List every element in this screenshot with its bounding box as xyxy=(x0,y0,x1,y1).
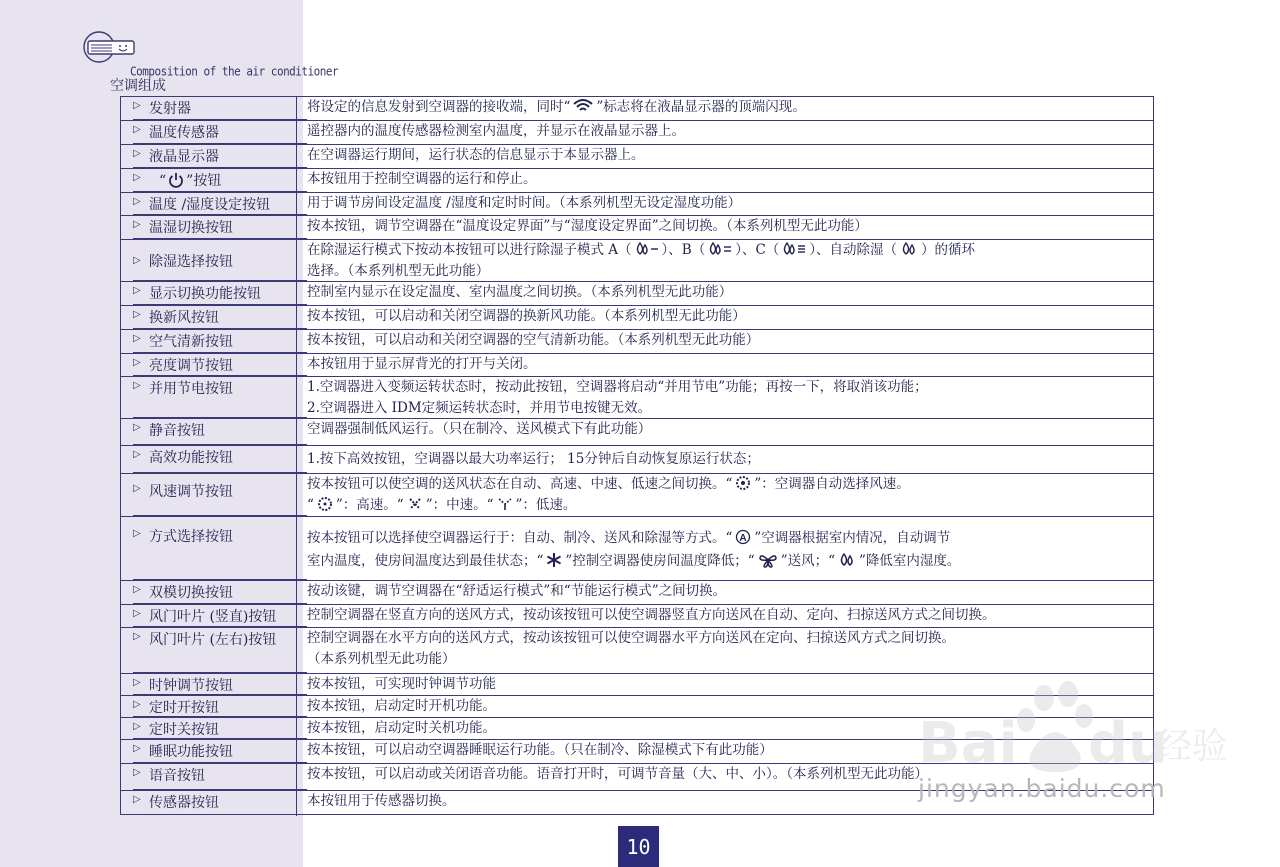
column-divider xyxy=(296,193,297,215)
bullet-icon: ▷ xyxy=(133,357,141,368)
column-divider xyxy=(296,740,297,763)
low-fan-icon xyxy=(496,496,514,512)
column-divider xyxy=(296,517,297,580)
row-label: 发射器 xyxy=(149,101,191,117)
bullet-icon: ▷ xyxy=(133,100,141,111)
column-divider xyxy=(296,696,297,717)
table-row xyxy=(121,377,1153,419)
bullet-icon: ▷ xyxy=(133,608,141,619)
description-line: 按本按钮，可以启动空调器睡眠运行功能。（只在制冷、除湿模式下有此功能） xyxy=(307,742,773,758)
medium-fan-icon xyxy=(406,496,424,512)
table-row xyxy=(121,517,1153,581)
column-divider xyxy=(296,718,297,739)
column-divider xyxy=(296,605,297,627)
row-label: “ ”按钮 xyxy=(159,173,222,189)
description-line: 按本按钮可以使空调的送风状态在自动、高速、中速、低速之间切换。“ ”：空调器自动选择风速。 xyxy=(307,476,910,492)
bullet-icon: ▷ xyxy=(133,309,141,320)
auto-mode-icon xyxy=(734,529,752,545)
cool-mode-icon xyxy=(545,552,563,568)
row-description xyxy=(307,240,1145,281)
auto-fan-icon xyxy=(734,475,752,491)
row-label: 液晶显示器 xyxy=(149,149,219,165)
row-description xyxy=(307,169,1145,192)
table-row xyxy=(121,330,1153,354)
row-label: 显示切换功能按钮 xyxy=(149,286,261,302)
column-divider xyxy=(296,628,297,673)
description-line: 控制空调器在竖直方向的送风方式，按动该按钮可以使空调器竖直方向送风在自动、定向、扫掠送风方式之间切换。 xyxy=(307,607,996,623)
row-label: 双模切换按钮 xyxy=(149,585,233,601)
column-divider xyxy=(296,97,297,120)
row-label: 语音按钮 xyxy=(149,768,205,784)
row-description xyxy=(307,306,1145,329)
column-divider xyxy=(296,330,297,353)
row-label-cell xyxy=(133,605,307,627)
row-label: 定时关按钮 xyxy=(149,722,219,738)
row-description xyxy=(307,145,1145,168)
row-description xyxy=(307,330,1145,353)
dehumidify-c-icon xyxy=(781,241,807,257)
row-description xyxy=(307,121,1145,144)
description-line: 本按钮用于传感器切换。 xyxy=(307,793,456,809)
row-label-cell xyxy=(133,377,307,418)
description-line: 按本按钮，启动定时开机功能。 xyxy=(307,698,496,714)
row-label-cell xyxy=(133,474,307,516)
svg-text:du: du xyxy=(1088,711,1168,776)
row-label-cell xyxy=(133,282,307,305)
bullet-icon: ▷ xyxy=(133,631,141,642)
description-line: 按本按钮，可以启动或关闭语音功能。语音打开时，可调节音量（大、中、小）。（本系列机型无此功能） xyxy=(307,766,928,782)
row-label-cell xyxy=(133,740,307,763)
description-line: 按本按钮，启动定时关机功能。 xyxy=(307,720,496,736)
svg-text:Bai: Bai xyxy=(918,711,1018,776)
row-label: 静音按钮 xyxy=(149,423,205,439)
table-row xyxy=(121,282,1153,306)
description-line: 在空调器运行期间，运行状态的信息显示于本显示器上。 xyxy=(307,147,645,163)
table-row xyxy=(121,97,1153,121)
bullet-icon: ▷ xyxy=(133,699,141,710)
bullet-icon: ▷ xyxy=(133,767,141,778)
bullet-icon: ▷ xyxy=(133,333,141,344)
bullet-icon: ▷ xyxy=(133,380,141,391)
column-divider xyxy=(296,169,297,192)
table-row xyxy=(121,216,1153,240)
table-row xyxy=(121,446,1153,474)
row-label: 传感器按钮 xyxy=(149,795,219,811)
table-row xyxy=(121,169,1153,193)
bullet-icon: ▷ xyxy=(133,219,141,230)
column-divider xyxy=(296,216,297,239)
row-label-cell xyxy=(133,517,307,580)
row-description xyxy=(307,581,1145,604)
table-row xyxy=(121,306,1153,330)
bullet-icon: ▷ xyxy=(133,124,141,135)
bullet-icon: ▷ xyxy=(133,196,141,207)
watermark-url: jingyan.baidu.com xyxy=(918,774,1166,803)
air-conditioner-icon xyxy=(82,30,142,68)
signal-icon xyxy=(572,98,594,114)
row-label: 风速调节按钮 xyxy=(149,484,233,500)
auto-dehumidify-icon xyxy=(899,241,919,257)
column-divider xyxy=(296,306,297,329)
page-number: 10 xyxy=(618,826,659,867)
description-line: 1.按下高效按钮，空调器以最大功率运行； 15分钟后自动恢复原运行状态； xyxy=(307,451,760,467)
row-label: 亮度调节按钮 xyxy=(149,358,233,374)
description-line: 控制室内显示在设定温度、室内温度之间切换。（本系列机型无此功能） xyxy=(307,284,733,300)
column-divider xyxy=(296,377,297,418)
row-description xyxy=(307,605,1145,627)
row-label: 换新风按钮 xyxy=(149,310,219,326)
bullet-icon: ▷ xyxy=(133,254,141,266)
row-label-cell xyxy=(133,581,307,604)
row-label: 高效功能按钮 xyxy=(149,450,233,466)
description-line: 用于调节房间设定温度 /湿度和定时时间。（本系列机型无设定湿度功能） xyxy=(307,195,742,211)
row-label-cell xyxy=(133,306,307,329)
row-label-cell xyxy=(133,330,307,353)
bullet-icon: ▷ xyxy=(133,528,141,539)
bullet-icon: ▷ xyxy=(133,743,141,754)
row-label-cell xyxy=(133,240,307,281)
description-line: 按本按钮，调节空调器在“温度设定界面”与“湿度设定界面”之间切换。（本系列机型无此功能） xyxy=(307,218,868,234)
description-line: 按本按钮，可以启动和关闭空调器的换新风功能。（本系列机型无此功能） xyxy=(307,308,746,324)
row-description xyxy=(307,97,1145,120)
table-row xyxy=(121,354,1153,377)
description-line: 空调器强制低风运行。（只在制冷、送风模式下有此功能） xyxy=(307,421,652,437)
description-line: 本按钮用于控制空调器的运行和停止。 xyxy=(307,171,537,187)
row-label-cell xyxy=(133,674,307,695)
row-label: 空气清新按钮 xyxy=(149,334,233,350)
description-line: 1.空调器进入变频运转状态时，按动此按钮，空调器将启动“并用节电”功能；再按一下，将取消该功能； xyxy=(307,379,928,395)
high-fan-icon xyxy=(316,496,334,512)
power-icon xyxy=(168,172,184,188)
description-line: 将设定的信息发射到空调器的接收端，同时“ ”标志将在液晶显示器的顶端闪现。 xyxy=(307,99,806,115)
row-label: 定时开按钮 xyxy=(149,700,219,716)
description-line: 按本按钮，可实现时钟调节功能 xyxy=(307,676,496,692)
row-label: 睡眠功能按钮 xyxy=(149,744,233,760)
table-row xyxy=(121,240,1153,282)
row-label-cell xyxy=(133,169,307,192)
column-divider xyxy=(296,354,297,376)
table-row xyxy=(121,605,1153,628)
description-line: “ ”：高速。“ ”：中速。“ ”：低速。 xyxy=(307,497,577,513)
row-label-cell xyxy=(133,696,307,717)
description-line: 室内温度，使房间温度达到最佳状态；“ ”控制空调器使房间温度降低；“ ”送风；“ ”降低室内湿度。 xyxy=(307,553,961,569)
bullet-icon: ▷ xyxy=(133,148,141,159)
bullet-icon: ▷ xyxy=(133,483,141,494)
dehumidify-b-icon xyxy=(707,241,733,257)
column-divider xyxy=(296,240,297,281)
row-label: 风门叶片 (竖直)按钮 xyxy=(149,609,277,625)
column-divider xyxy=(296,282,297,305)
row-label: 并用节电按钮 xyxy=(149,381,233,397)
column-divider xyxy=(296,764,297,790)
row-label-cell xyxy=(133,718,307,739)
row-label-cell xyxy=(133,446,307,473)
description-line: 按本按钮，可以启动和关闭空调器的空气清新功能。（本系列机型无此功能） xyxy=(307,332,760,348)
column-divider xyxy=(296,674,297,695)
row-description xyxy=(307,474,1145,516)
column-divider xyxy=(296,121,297,144)
bullet-icon: ▷ xyxy=(133,677,141,688)
row-label: 时钟调节按钮 xyxy=(149,678,233,694)
row-description xyxy=(307,446,1145,473)
bullet-icon: ▷ xyxy=(133,285,141,296)
row-label-cell xyxy=(133,764,307,790)
bullet-icon: ▷ xyxy=(133,449,141,460)
bullet-icon: ▷ xyxy=(133,422,141,433)
dry-mode-icon xyxy=(837,552,857,568)
table-row xyxy=(121,419,1153,446)
row-description xyxy=(307,282,1145,305)
column-divider xyxy=(296,145,297,168)
row-description xyxy=(307,354,1145,376)
row-description xyxy=(307,628,1145,673)
dehumidify-a-icon xyxy=(634,241,660,257)
row-label-cell xyxy=(133,419,307,445)
description-line: 遥控器内的温度传感器检测室内温度，并显示在液晶显示器上。 xyxy=(307,123,685,139)
description-line: 按动该键，调节空调器在“舒适运行模式”和“节能运行模式”之间切换。 xyxy=(307,583,727,599)
page-title: 空调组成 xyxy=(110,78,166,94)
description-line: 控制空调器在水平方向的送风方式，按动该按钮可以使空调器水平方向送风在定向、扫掠送风方式之间切换。 xyxy=(307,630,955,646)
row-description xyxy=(307,377,1145,418)
column-divider xyxy=(296,581,297,604)
description-line: 按本按钮可以选择使空调器运行于：自动、制冷、送风和除湿等方式。“ A ”空调器根据室内情况，自动调节 xyxy=(307,530,951,546)
row-label-cell xyxy=(133,628,307,673)
table-row xyxy=(121,628,1153,674)
row-label-cell xyxy=(133,145,307,168)
row-label: 温度传感器 xyxy=(149,125,219,141)
row-label: 方式选择按钮 xyxy=(149,529,233,545)
bullet-icon: ▷ xyxy=(133,794,141,805)
description-line: 选择。（本系列机型无此功能） xyxy=(307,263,490,279)
row-description xyxy=(307,216,1145,239)
row-label-cell xyxy=(133,216,307,239)
subtitle-en: Composition of the air conditioner xyxy=(130,64,339,79)
bullet-icon: ▷ xyxy=(133,584,141,595)
column-divider xyxy=(296,474,297,516)
row-label-cell xyxy=(133,97,307,120)
table-row xyxy=(121,581,1153,605)
description-line: 2.空调器进入 IDM定频运转状态时，并用节电按键无效。 xyxy=(307,400,652,416)
row-description xyxy=(307,517,1145,580)
description-line: 在除湿运行模式下按动本按钮可以进行除湿子模式 A（ ）、B（ ）、C（ ）、自动除湿（ ）的循环 xyxy=(307,242,976,258)
column-divider xyxy=(296,419,297,445)
table-row xyxy=(121,145,1153,169)
svg-text:A: A xyxy=(739,533,748,544)
row-label: 除湿选择按钮 xyxy=(149,253,233,270)
row-label: 风门叶片 (左右)按钮 xyxy=(149,632,277,648)
description-line: （本系列机型无此功能） xyxy=(307,651,456,667)
row-description xyxy=(307,419,1145,445)
fan-mode-icon xyxy=(757,552,779,568)
table-row xyxy=(121,193,1153,216)
row-label-cell xyxy=(133,193,307,215)
table-row xyxy=(121,121,1153,145)
row-label-cell xyxy=(133,791,307,816)
bullet-icon: ▷ xyxy=(133,172,141,183)
row-label-cell xyxy=(133,121,307,144)
column-divider xyxy=(296,791,297,816)
bullet-icon: ▷ xyxy=(133,721,141,732)
column-divider xyxy=(296,446,297,473)
table-row xyxy=(121,474,1153,517)
row-label: 温度 /湿度设定按钮 xyxy=(149,197,271,213)
row-description xyxy=(307,193,1145,215)
description-line: 本按钮用于显示屏背光的打开与关闭。 xyxy=(307,356,537,372)
svg-text:经验: 经验 xyxy=(1156,726,1229,767)
row-label-cell xyxy=(133,354,307,376)
row-label: 温湿切换按钮 xyxy=(149,220,233,236)
